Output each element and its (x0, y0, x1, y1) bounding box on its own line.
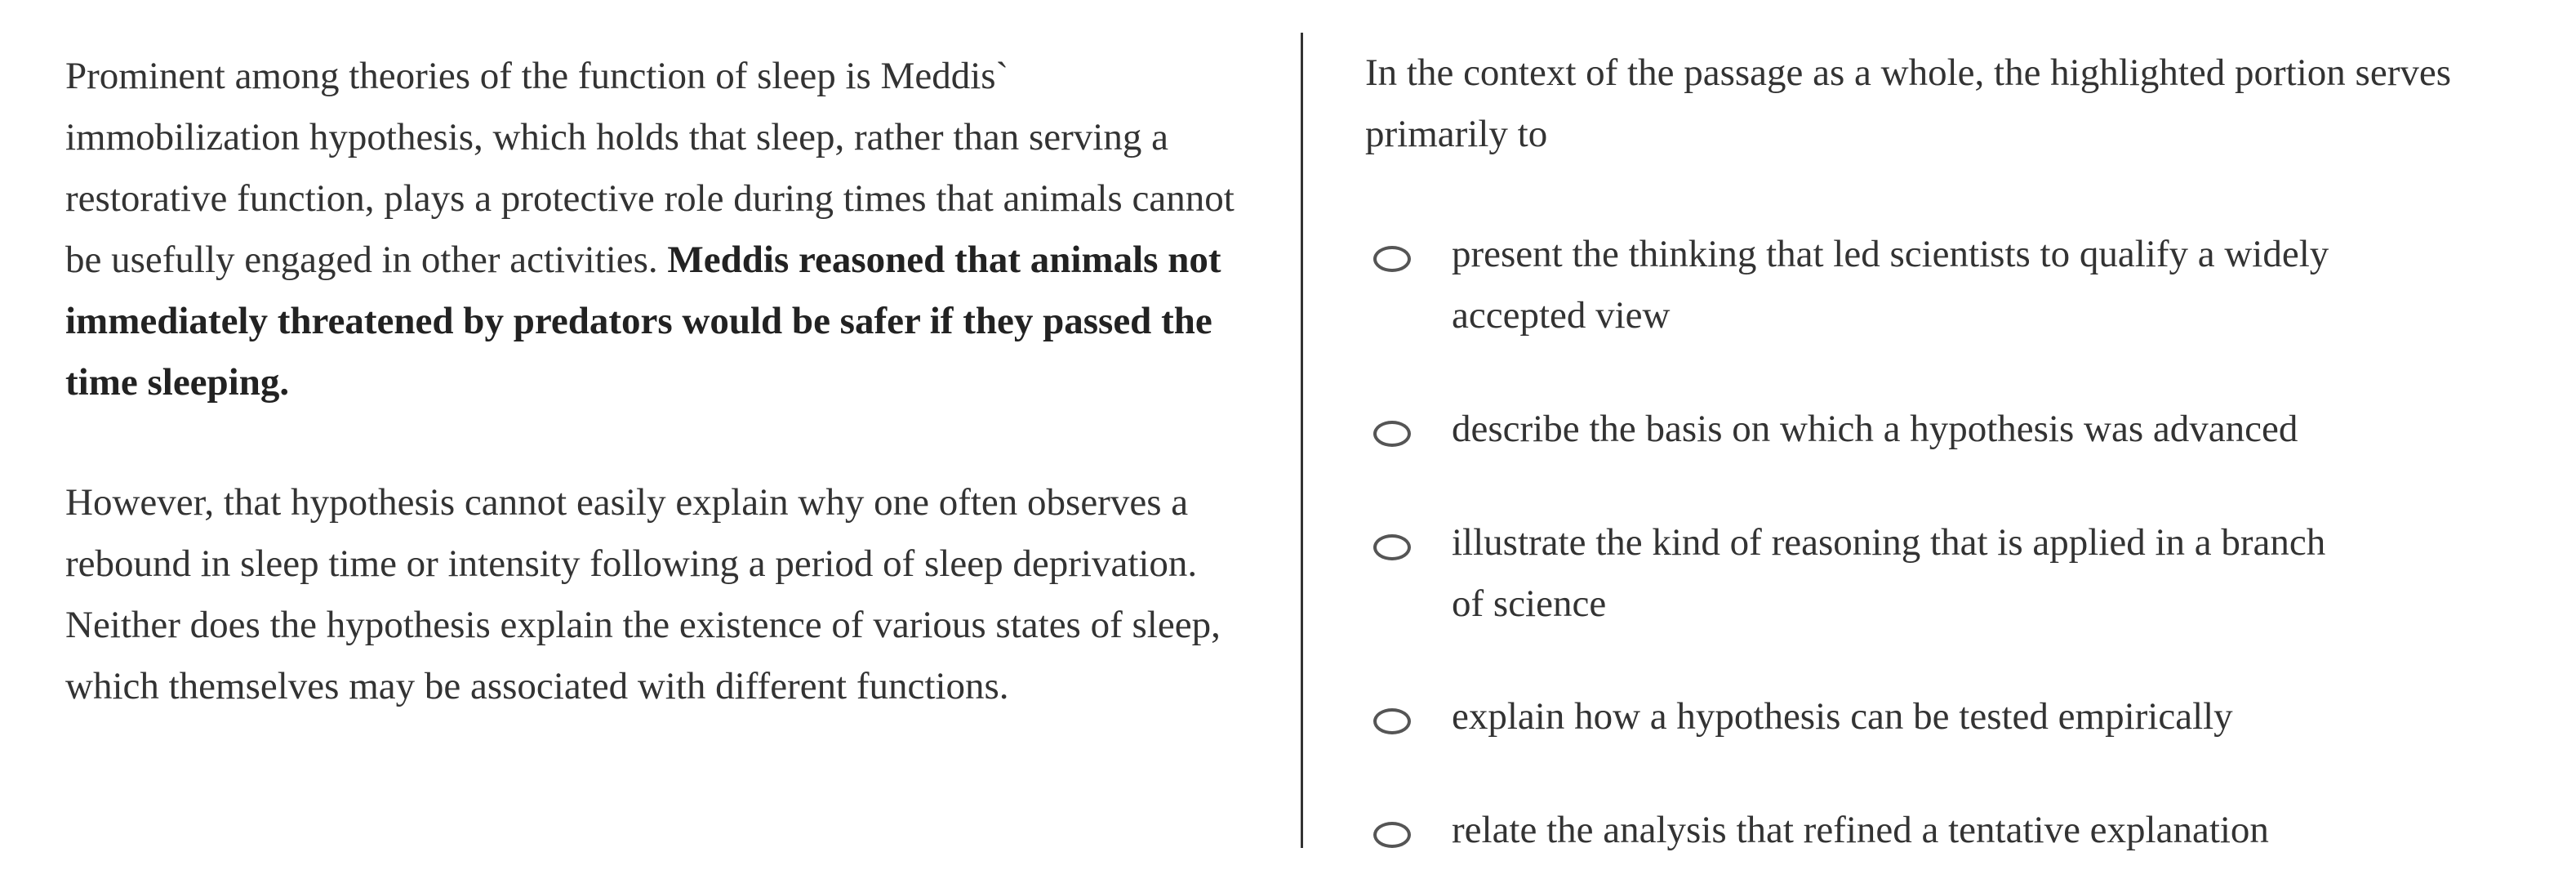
answer-option-d-label: explain how a hypothesis can be tested empirically (1452, 695, 2233, 738)
passage-pane (65, 46, 1249, 717)
answer-option-e-label: relate the analysis that refined a tentative explanation (1452, 809, 2269, 851)
radio-button-icon[interactable] (1373, 822, 1411, 848)
answer-option-e[interactable] (1365, 800, 2456, 861)
answer-option-c-label: illustrate the kind of reasoning that is applied in a branch of science (1452, 521, 2326, 625)
pane-divider (1301, 33, 1303, 848)
highlighted-portion: Meddis reasoned that animals not immediately threatened by predators would be safer if they passed the time sleeping. (65, 239, 1221, 404)
radio-button-icon[interactable] (1373, 246, 1411, 272)
radio-button-icon[interactable] (1373, 534, 1411, 560)
answer-option-d[interactable] (1365, 686, 2456, 747)
radio-button-icon[interactable] (1373, 708, 1411, 734)
answer-option-c[interactable] (1365, 512, 2350, 635)
question-pane (1365, 42, 2541, 851)
answer-option-b[interactable] (1365, 399, 2456, 460)
answer-option-a[interactable] (1365, 224, 2350, 346)
passage-paragraph-2: However, that hypothesis cannot easily explain why one often observes a rebound in sleep time or intensity following a period of sleep deprivation. Neither does the hypothesis explain the existence of various states of sleep, which themselves may be associated with different functions. (65, 481, 1221, 707)
radio-button-icon[interactable] (1373, 421, 1411, 447)
answer-option-a-label: present the thinking that led scientists to qualify a widely accepted view (1452, 233, 2329, 337)
question-stem: In the context of the passage as a whole, the highlighted portion serves primarily to (1365, 51, 2451, 155)
passage-paragraph-1-text: Prominent among theories of the function of sleep is Meddis` immobilization hypothesis, which holds that sleep, rather than serving a restorative function, plays a protective role during times that animals cannot be usefully engaged in other activities. (65, 55, 1235, 281)
answer-option-b-label: describe the basis on which a hypothesis was advanced (1452, 408, 2298, 450)
passage-paragraph-1 (65, 46, 1249, 413)
